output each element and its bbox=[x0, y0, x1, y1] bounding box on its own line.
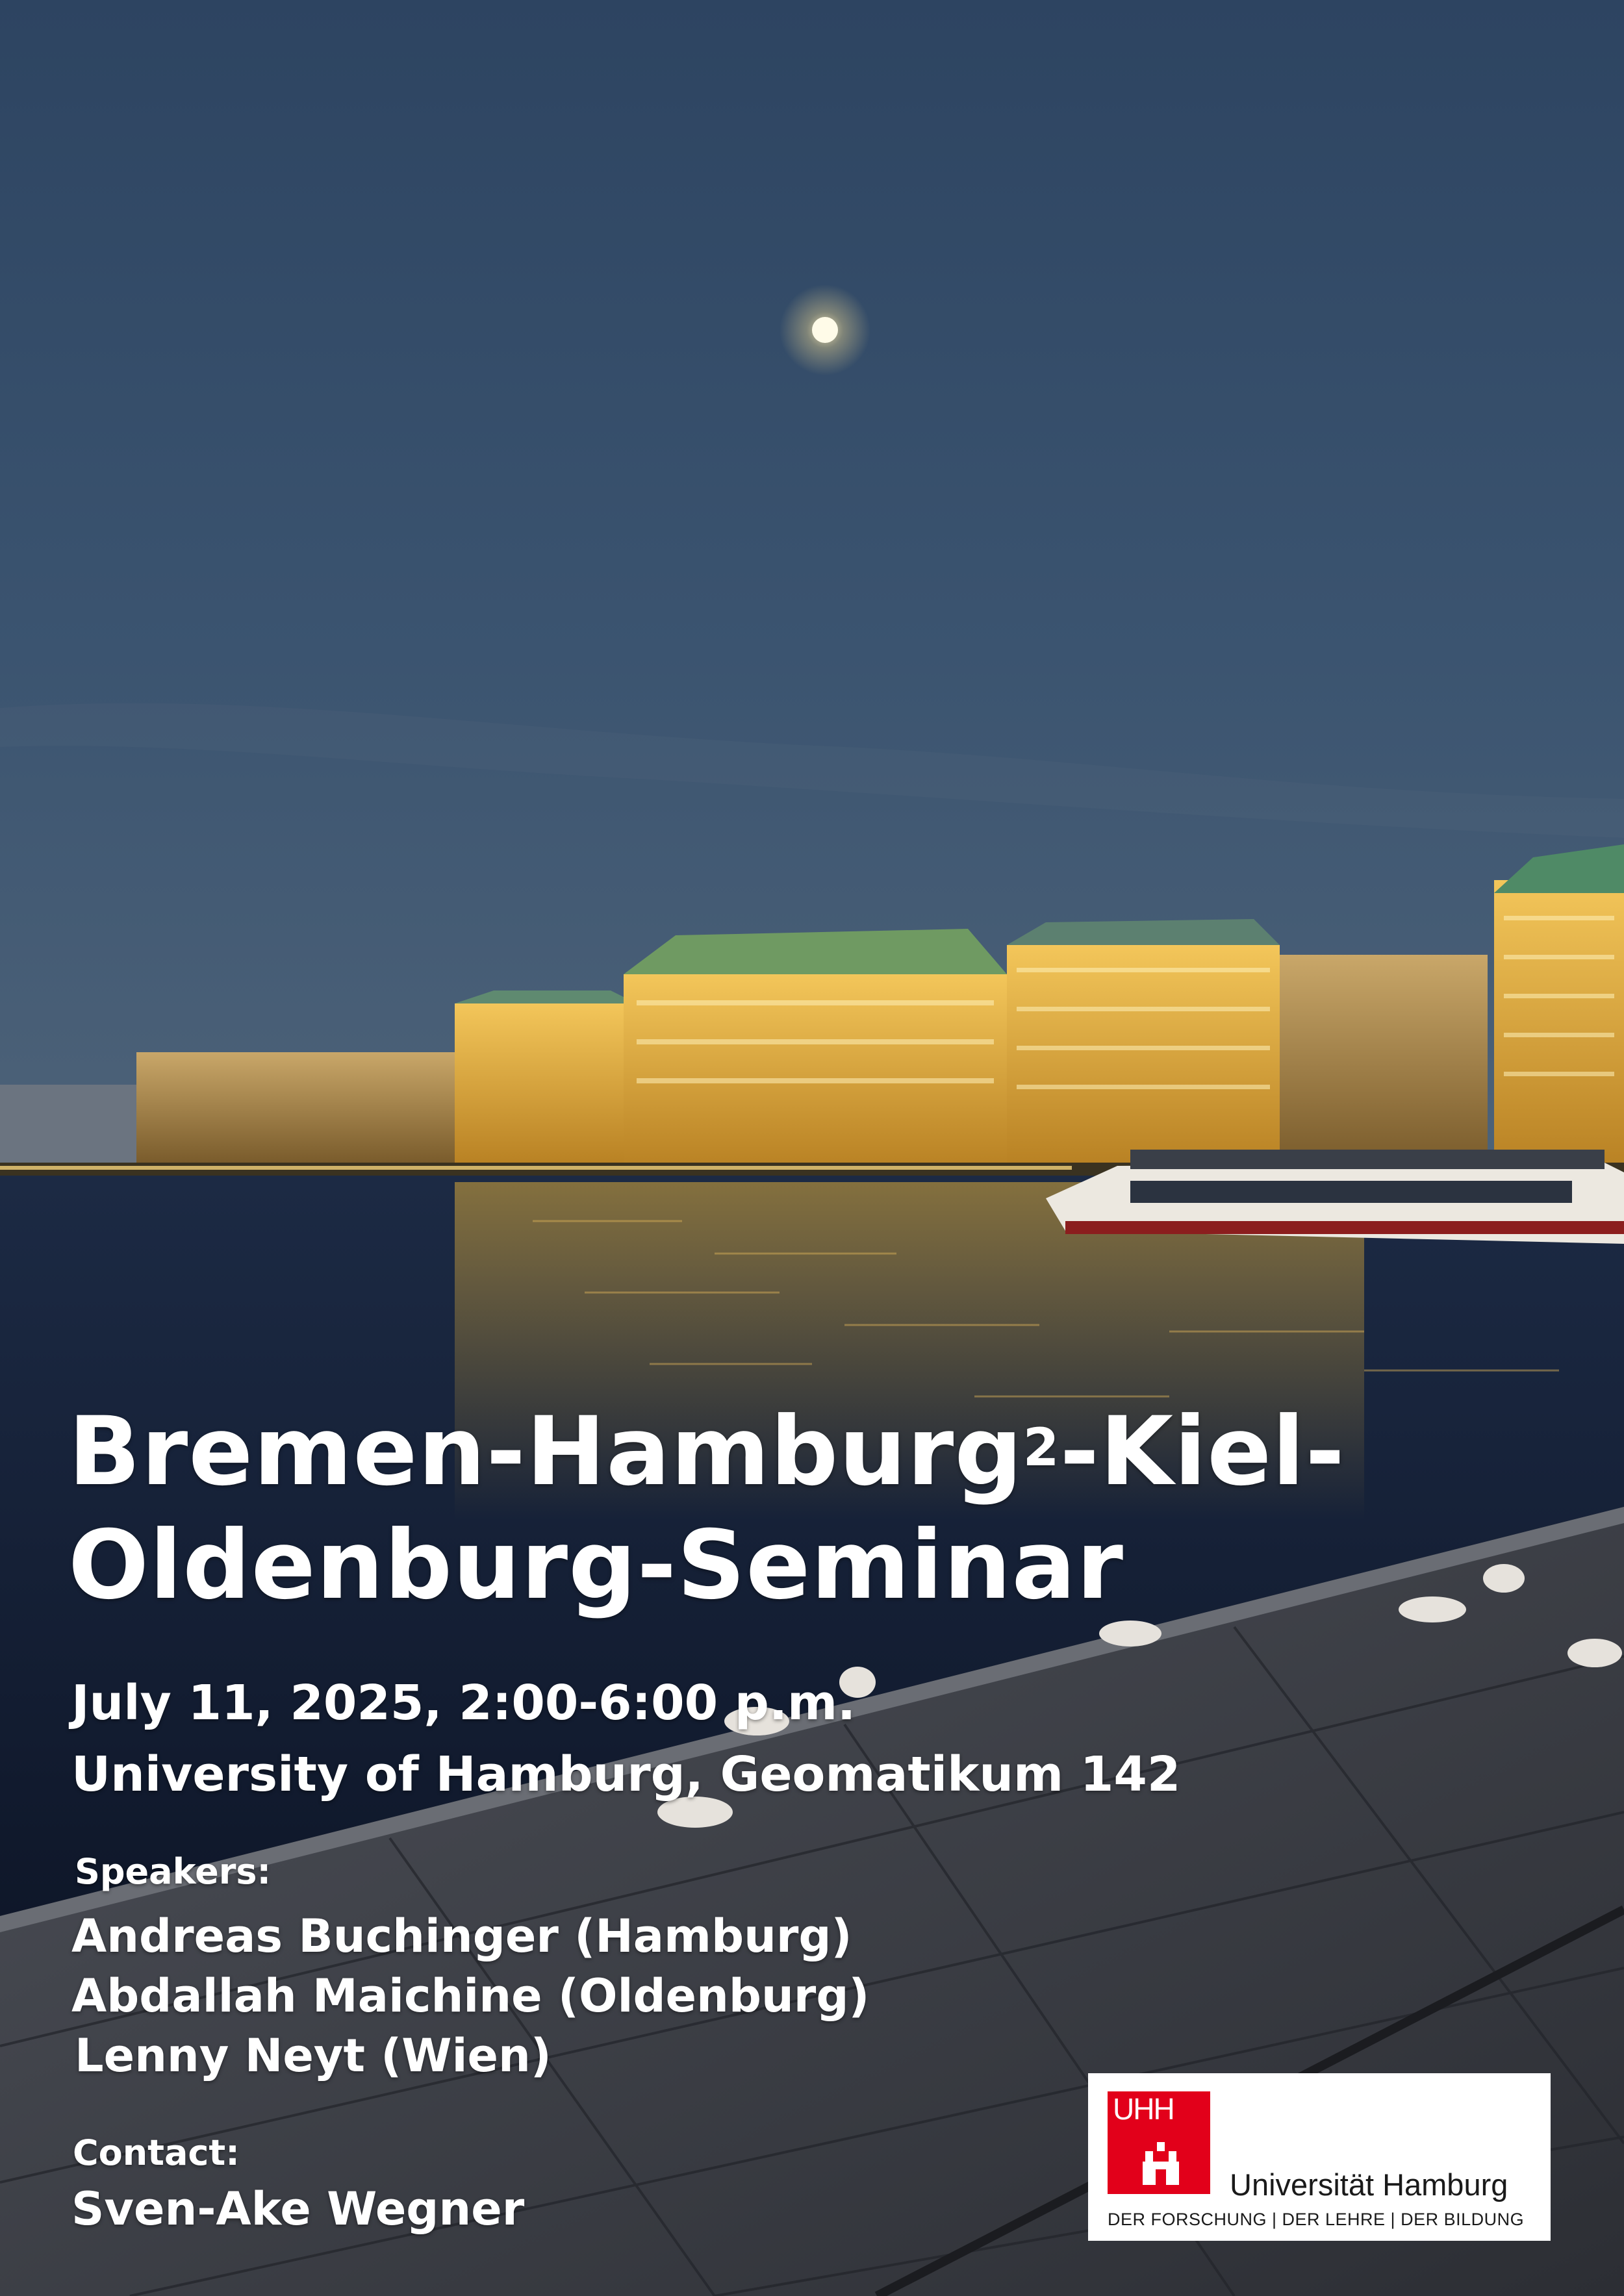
speaker-3: Lenny Neyt (Wien) bbox=[75, 2029, 552, 2082]
speakers-label: Speakers: bbox=[75, 1851, 272, 1892]
university-motto: DER FORSCHUNG | DER LEHRE | DER BILDUNG bbox=[1108, 2210, 1525, 2229]
event-datetime: July 11, 2025, 2:00-6:00 p.m. bbox=[71, 1675, 856, 1731]
title-line-2: Oldenburg-Seminar bbox=[68, 1510, 1124, 1621]
speaker-1: Andreas Buchinger (Hamburg) bbox=[71, 1910, 852, 1963]
title-part-b: -Kiel- bbox=[1059, 1396, 1345, 1507]
castle-icon bbox=[1141, 2142, 1180, 2185]
logo-red-square bbox=[1108, 2091, 1210, 2194]
event-location: University of Hamburg, Geomatikum 142 bbox=[71, 1747, 1181, 1802]
logo-mark: UHH bbox=[1113, 2092, 1174, 2126]
title-part-a: Bremen-Hamburg bbox=[68, 1396, 1023, 1507]
contact-label: Contact: bbox=[73, 2132, 240, 2173]
title-line-1 bbox=[68, 1396, 1345, 1507]
university-name: Universität Hamburg bbox=[1230, 2167, 1508, 2202]
university-logo bbox=[1088, 2073, 1551, 2241]
speaker-2: Abdallah Maichine (Oldenburg) bbox=[71, 1969, 870, 2023]
title-superscript: 2 bbox=[1022, 1417, 1060, 1478]
contact-name: Sven-Ake Wegner bbox=[71, 2182, 525, 2236]
